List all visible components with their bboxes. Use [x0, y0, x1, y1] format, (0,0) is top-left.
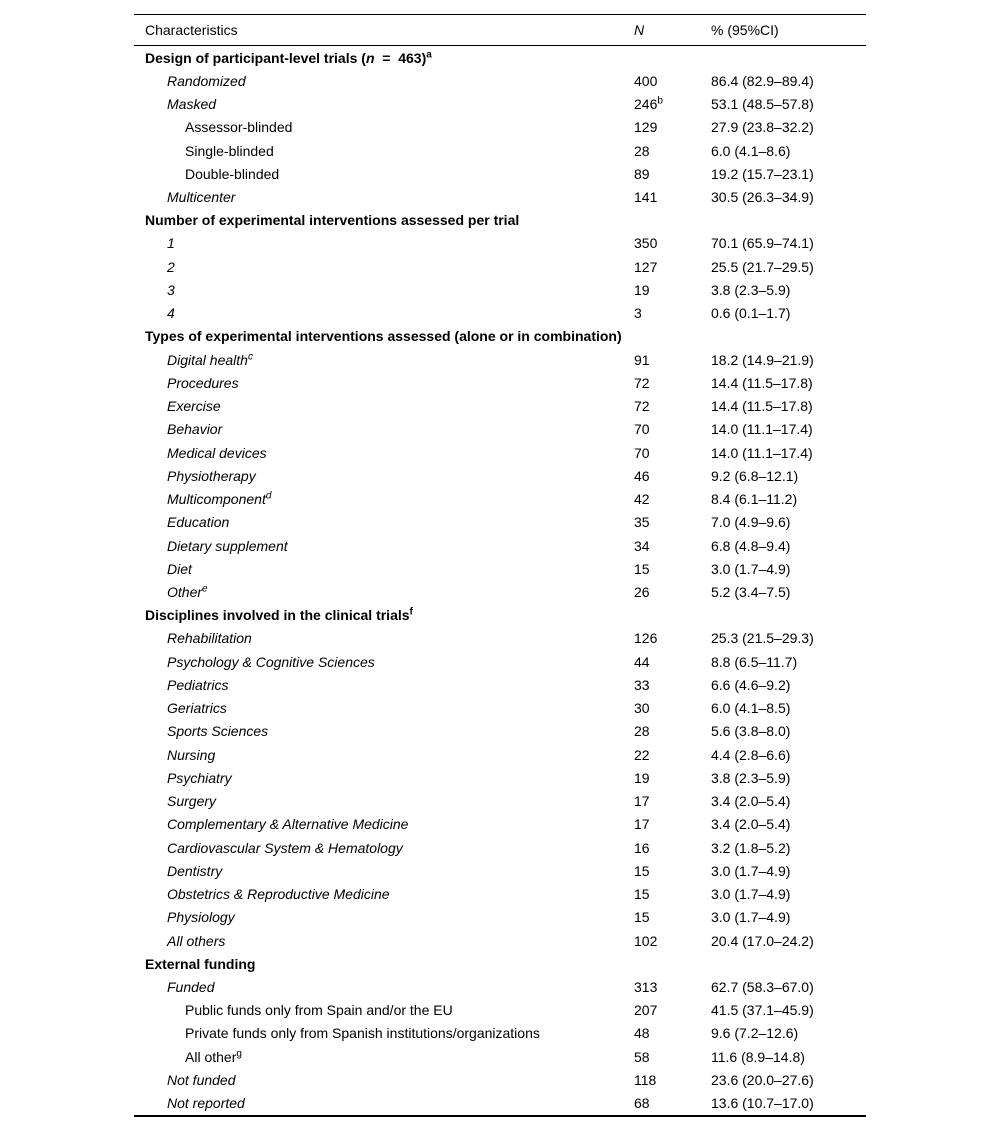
- row-label-text: Physiology: [167, 909, 235, 926]
- row-n-value: [634, 119, 711, 135]
- section-row: [134, 604, 866, 627]
- row-label-text: Medical devices: [167, 444, 267, 461]
- row-label-text: Geriatrics: [167, 700, 227, 717]
- row-n-value: [634, 840, 711, 856]
- row-label: [134, 445, 634, 461]
- row-pct-ci-value: 62.7 (58.3–67.0): [711, 978, 814, 995]
- row-label: [134, 421, 634, 437]
- row-n-value: [634, 909, 711, 925]
- row-label-text: Assessor-blinded: [185, 119, 293, 136]
- n-number: 207: [634, 1002, 658, 1019]
- table-row: [134, 464, 866, 487]
- table-row: [134, 116, 866, 139]
- row-pct-ci-value: 6.6 (4.6–9.2): [711, 676, 791, 693]
- table-row: [134, 697, 866, 720]
- row-pct-ci-value: 14.4 (11.5–17.8): [711, 398, 813, 415]
- row-n-value: [634, 375, 711, 391]
- row-label-text: Other: [167, 584, 203, 600]
- row-label-text: Cardiovascular System & Hematology: [167, 839, 403, 856]
- n-number: 246: [634, 96, 658, 113]
- row-n-value: [634, 305, 711, 321]
- footnote-marker: c: [247, 351, 253, 362]
- table-row: [134, 999, 866, 1022]
- row-label-text: Masked: [167, 96, 217, 113]
- table-row: [134, 232, 866, 255]
- row-pct-ci-value: 14.0 (11.1–17.4): [711, 444, 813, 461]
- row-pct-ci-value: 11.6 (8.9–14.8): [711, 1048, 805, 1065]
- section-row: [134, 952, 866, 975]
- table-row: [134, 511, 866, 534]
- section-row: [134, 209, 866, 232]
- n-number: 35: [634, 514, 650, 531]
- row-n-value: [634, 1025, 711, 1041]
- row-label-text: Not funded: [167, 1071, 236, 1088]
- row-n-value: [634, 886, 711, 902]
- row-label-text: Number of experimental interventions assessed per trial: [145, 212, 520, 229]
- n-number: 46: [634, 467, 650, 484]
- table-row: [134, 487, 866, 510]
- row-label-text: External funding: [145, 955, 256, 972]
- n-number: 89: [634, 165, 650, 182]
- n-number: 26: [634, 584, 650, 600]
- n-number: 350: [634, 235, 658, 252]
- n-number: 68: [634, 1095, 650, 1112]
- table-body: [134, 46, 866, 1115]
- row-pct-ci-value: 5.6 (3.8–8.0): [711, 723, 791, 740]
- row-label-text: Exercise: [167, 398, 221, 415]
- row-label-text: Psychiatry: [167, 769, 232, 786]
- table-row: [134, 371, 866, 394]
- row-n-value: [634, 538, 711, 554]
- n-number: 30: [634, 700, 650, 717]
- row-label: [134, 654, 634, 670]
- row-n-value: [634, 73, 711, 89]
- n-number: 22: [634, 746, 650, 763]
- row-label-text: Procedures: [167, 374, 239, 391]
- row-n-value: [634, 445, 711, 461]
- row-label-text: 1: [167, 235, 175, 252]
- n-number: 58: [634, 1048, 650, 1065]
- n-number: 70: [634, 444, 650, 461]
- row-n-value: [634, 654, 711, 670]
- row-label-text: Multicomponent: [167, 491, 266, 508]
- table-row: [134, 441, 866, 464]
- table-row: [134, 92, 866, 115]
- row-n-value: [634, 723, 711, 739]
- row-pct-ci-value: 5.2 (3.4–7.5): [711, 584, 791, 600]
- row-label: [134, 793, 634, 809]
- row-label: [134, 375, 634, 391]
- n-number: 28: [634, 723, 650, 740]
- row-pct-ci-value: 9.2 (6.8–12.1): [711, 467, 799, 484]
- row-label-text: 2: [167, 258, 175, 275]
- row-label: [134, 1025, 634, 1041]
- row-label-text: = 463): [374, 49, 427, 66]
- row-n-value: [634, 468, 711, 484]
- row-label-text: Surgery: [167, 793, 217, 810]
- row-label: [134, 143, 634, 159]
- row-n-value: [634, 1049, 711, 1065]
- section-row: [134, 46, 866, 69]
- row-n-value: [634, 863, 711, 879]
- row-n-value: [634, 235, 711, 251]
- row-pct-ci-value: 3.0 (1.7–4.9): [711, 909, 791, 926]
- table-row: [134, 139, 866, 162]
- row-n-value: [634, 584, 711, 600]
- row-n-value: [634, 514, 711, 530]
- table-row: [134, 534, 866, 557]
- row-label: [134, 96, 634, 112]
- table-row: [134, 790, 866, 813]
- row-label-text: Behavior: [167, 421, 223, 438]
- row-label: [134, 189, 634, 205]
- n-number: 33: [634, 676, 650, 693]
- row-label: [134, 630, 634, 646]
- row-label-text: All others: [167, 932, 226, 949]
- row-n-value: [634, 770, 711, 786]
- row-label: [134, 909, 634, 925]
- row-label-text: Physiotherapy: [167, 467, 256, 484]
- table-row: [134, 255, 866, 278]
- table-header-row: [134, 15, 866, 46]
- row-label: [134, 956, 634, 972]
- row-label-text: Double-blinded: [185, 165, 280, 182]
- footnote-marker: e: [202, 583, 208, 595]
- footnote-marker: d: [265, 490, 272, 502]
- row-label: [134, 1049, 634, 1065]
- row-pct-ci-value: 14.0 (11.1–17.4): [711, 421, 813, 438]
- row-label: [134, 1072, 634, 1088]
- row-label: [134, 700, 634, 716]
- row-label: [134, 816, 634, 832]
- row-pct-ci-value: 6.0 (4.1–8.5): [711, 700, 791, 717]
- row-pct-ci-value: 19.2 (15.7–23.1): [711, 165, 814, 182]
- table-row: [134, 162, 866, 185]
- row-label-text: Rehabilitation: [167, 630, 252, 647]
- row-label-text: Private funds only from Spanish institutions/organizations: [185, 1025, 540, 1042]
- row-n-value: [634, 793, 711, 809]
- row-label: [134, 212, 634, 228]
- n-number: 28: [634, 142, 650, 159]
- table-row: [134, 557, 866, 580]
- n-number: 16: [634, 839, 650, 856]
- row-pct-ci-value: 4.4 (2.8–6.6): [711, 746, 791, 763]
- n-number: 141: [634, 189, 658, 206]
- row-label: [134, 607, 634, 623]
- table-row: [134, 302, 866, 325]
- row-label-text: Obstetrics & Reproductive Medicine: [167, 886, 390, 903]
- n-number: 15: [634, 862, 650, 879]
- row-pct-ci-value: 41.5 (37.1–45.9): [711, 1002, 814, 1019]
- row-label-text: n: [365, 49, 375, 66]
- row-label: [134, 235, 634, 251]
- n-number: 3: [634, 305, 642, 322]
- row-n-value: [634, 677, 711, 693]
- row-pct-ci-value: 3.0 (1.7–4.9): [711, 560, 791, 577]
- row-pct-ci-value: 3.4 (2.0–5.4): [711, 793, 791, 810]
- table-row: [134, 813, 866, 836]
- row-pct-ci-value: 3.8 (2.3–5.9): [711, 769, 791, 786]
- row-label: [134, 166, 634, 182]
- row-n-value: [634, 700, 711, 716]
- row-n-value: [634, 189, 711, 205]
- row-label: [134, 398, 634, 414]
- row-pct-ci-value: 86.4 (82.9–89.4): [711, 72, 814, 89]
- row-label-text: Dietary supplement: [167, 537, 288, 554]
- row-n-value: [634, 979, 711, 995]
- row-label: [134, 119, 634, 135]
- row-label: [134, 538, 634, 554]
- row-label-text: Digital health: [167, 351, 248, 368]
- row-label-text: Diet: [167, 560, 192, 577]
- table-row: [134, 906, 866, 929]
- column-header-n: N: [634, 22, 645, 38]
- row-label: [134, 259, 634, 275]
- row-pct-ci-value: 18.2 (14.9–21.9): [711, 351, 814, 368]
- row-pct-ci-value: 8.8 (6.5–11.7): [711, 653, 798, 670]
- n-number: 17: [634, 816, 650, 833]
- row-pct-ci-value: 3.2 (1.8–5.2): [711, 839, 791, 856]
- row-label-text: Single-blinded: [185, 142, 274, 159]
- n-number: 70: [634, 421, 650, 438]
- row-n-value: [634, 282, 711, 298]
- row-n-value: [634, 1002, 711, 1018]
- row-pct-ci-value: 3.4 (2.0–5.4): [711, 816, 791, 833]
- row-label: [134, 514, 634, 530]
- row-pct-ci-value: 3.8 (2.3–5.9): [711, 281, 791, 298]
- table-row: [134, 278, 866, 301]
- row-label-text: Not reported: [167, 1095, 245, 1112]
- row-label-text: Sports Sciences: [167, 723, 269, 740]
- row-label: [134, 282, 634, 298]
- row-label: [134, 584, 634, 600]
- row-n-value: [634, 259, 711, 275]
- row-label: [134, 747, 634, 763]
- row-label: [134, 73, 634, 89]
- n-number: 19: [634, 769, 650, 786]
- row-label: [134, 840, 634, 856]
- row-n-value: [634, 166, 711, 182]
- row-label: [134, 1095, 634, 1111]
- row-n-value: [634, 491, 711, 507]
- row-n-value: [634, 96, 711, 112]
- table-row: [134, 348, 866, 371]
- row-n-value: [634, 630, 711, 646]
- row-pct-ci-value: 70.1 (65.9–74.1): [711, 235, 814, 252]
- row-label: [134, 468, 634, 484]
- table-row: [134, 418, 866, 441]
- n-number: 129: [634, 119, 658, 136]
- row-label: [134, 1002, 634, 1018]
- section-row: [134, 325, 866, 348]
- row-label-text: 4: [167, 305, 175, 322]
- row-pct-ci-value: 20.4 (17.0–24.2): [711, 932, 814, 949]
- row-label: [134, 886, 634, 902]
- row-label-text: Dentistry: [167, 862, 223, 879]
- n-number: 15: [634, 560, 650, 577]
- table-row: [134, 929, 866, 952]
- table-row: [134, 836, 866, 859]
- row-n-value: [634, 352, 711, 368]
- row-pct-ci-value: 23.6 (20.0–27.6): [711, 1071, 814, 1088]
- row-label-text: All other: [185, 1048, 237, 1065]
- row-label-text: Randomized: [167, 72, 246, 89]
- n-number: 91: [634, 351, 650, 368]
- n-number: 42: [634, 491, 650, 508]
- row-label-text: Types of experimental interventions assessed (alone or in combination): [145, 328, 622, 345]
- row-label: [134, 328, 634, 344]
- table-row: [134, 1022, 866, 1045]
- row-label: [134, 352, 634, 368]
- row-label: [134, 677, 634, 693]
- n-number: 15: [634, 909, 650, 926]
- row-label-text: Design of participant-level trials (: [145, 49, 366, 66]
- n-number: 15: [634, 886, 650, 903]
- n-number: 118: [634, 1071, 657, 1088]
- row-label-text: Nursing: [167, 746, 216, 763]
- row-label: [134, 770, 634, 786]
- row-label-text: Funded: [167, 978, 215, 995]
- footnote-marker: b: [657, 95, 663, 107]
- row-pct-ci-value: 27.9 (23.8–32.2): [711, 119, 814, 136]
- n-number: 48: [634, 1025, 650, 1042]
- row-label: [134, 561, 634, 577]
- characteristics-table: [134, 14, 866, 1117]
- row-label: [134, 50, 634, 66]
- footnote-marker: g: [236, 1048, 242, 1060]
- table-row: [134, 1068, 866, 1091]
- footnote-marker: a: [426, 48, 432, 60]
- n-number: 400: [634, 72, 658, 89]
- row-n-value: [634, 398, 711, 414]
- row-n-value: [634, 747, 711, 763]
- row-pct-ci-value: 3.0 (1.7–4.9): [711, 862, 791, 879]
- row-n-value: [634, 561, 711, 577]
- row-label: [134, 933, 634, 949]
- row-pct-ci-value: 25.5 (21.7–29.5): [711, 258, 814, 275]
- row-n-value: [634, 933, 711, 949]
- table-row: [134, 627, 866, 650]
- table-row: [134, 580, 866, 603]
- row-n-value: [634, 1095, 711, 1111]
- table-row: [134, 395, 866, 418]
- row-label-text: 3: [167, 281, 175, 298]
- n-number: 313: [634, 978, 658, 995]
- table-bottom-rule: [134, 1115, 866, 1117]
- n-number: 19: [634, 281, 650, 298]
- table-row: [134, 673, 866, 696]
- row-pct-ci-value: 53.1 (48.5–57.8): [711, 96, 814, 113]
- row-label: [134, 863, 634, 879]
- table-row: [134, 766, 866, 789]
- row-n-value: [634, 816, 711, 832]
- row-pct-ci-value: 0.6 (0.1–1.7): [711, 305, 791, 322]
- row-pct-ci-value: 13.6 (10.7–17.0): [711, 1095, 814, 1112]
- row-label-text: Psychology & Cognitive Sciences: [167, 653, 375, 670]
- row-pct-ci-value: 8.4 (6.1–11.2): [711, 491, 798, 508]
- n-number: 17: [634, 793, 650, 810]
- n-number: 102: [634, 932, 658, 949]
- row-label: [134, 723, 634, 739]
- column-header-characteristics: Characteristics: [145, 22, 238, 38]
- row-pct-ci-value: 6.8 (4.8–9.4): [711, 537, 791, 554]
- row-label: [134, 979, 634, 995]
- n-number: 72: [634, 374, 650, 391]
- row-label: [134, 491, 634, 507]
- table-row: [134, 1092, 866, 1115]
- row-label-text: Public funds only from Spain and/or the EU: [185, 1002, 453, 1019]
- n-number: 34: [634, 537, 650, 554]
- table-row: [134, 185, 866, 208]
- table-row: [134, 1045, 866, 1068]
- row-label: [134, 305, 634, 321]
- row-pct-ci-value: 30.5 (26.3–34.9): [711, 189, 814, 206]
- column-header-pct-ci: % (95%CI): [711, 22, 779, 38]
- table-row: [134, 975, 866, 998]
- n-number: 44: [634, 653, 650, 670]
- row-label-text: Pediatrics: [167, 676, 229, 693]
- row-pct-ci-value: 3.0 (1.7–4.9): [711, 886, 791, 903]
- row-label-text: Education: [167, 514, 230, 531]
- row-pct-ci-value: 25.3 (21.5–29.3): [711, 630, 814, 647]
- footnote-marker: f: [409, 606, 413, 618]
- table-row: [134, 720, 866, 743]
- row-n-value: [634, 1072, 711, 1088]
- table-row: [134, 743, 866, 766]
- table-row: [134, 650, 866, 673]
- table-row: [134, 69, 866, 92]
- row-label-text: Disciplines involved in the clinical trials: [145, 607, 410, 624]
- row-pct-ci-value: 14.4 (11.5–17.8): [711, 374, 813, 391]
- n-number: 126: [634, 630, 658, 647]
- n-number: 72: [634, 398, 650, 415]
- row-pct-ci-value: 7.0 (4.9–9.6): [711, 514, 791, 531]
- row-label-text: Multicenter: [167, 189, 236, 206]
- row-n-value: [634, 143, 711, 159]
- row-pct-ci-value: 6.0 (4.1–8.6): [711, 142, 791, 159]
- row-label-text: Complementary & Alternative Medicine: [167, 816, 409, 833]
- n-number: 127: [634, 258, 658, 275]
- table-row: [134, 882, 866, 905]
- row-pct-ci-value: 9.6 (7.2–12.6): [711, 1025, 799, 1042]
- table-row: [134, 859, 866, 882]
- row-n-value: [634, 421, 711, 437]
